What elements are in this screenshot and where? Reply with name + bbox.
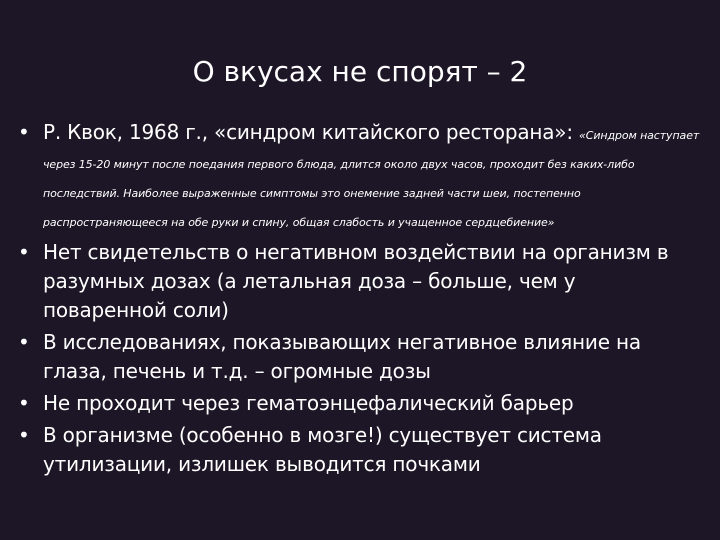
bullet-list [18, 118, 700, 482]
bullet-dot: • [18, 240, 30, 264]
bullet-dot: • [18, 423, 30, 447]
bullet-item-utilization [18, 421, 700, 479]
bullet-item-no-evidence [18, 238, 700, 325]
bullet-dot: • [18, 120, 30, 144]
bullet-text: Р. Квок, 1968 г., «синдром китайского ресторана»: [43, 120, 580, 144]
bullet-text: Не проходит через гематоэнцефалический барьер [43, 391, 574, 415]
bullet-text: В исследованиях, показывающих негативное влияние на глаза, печень и т.д. – огромные дозы [43, 330, 641, 383]
bullet-text: В организме (особенно в мозге!) существует система утилизации, излишек выводится почками [43, 423, 602, 476]
bullet-dot: • [18, 391, 30, 415]
bullet-dot: • [18, 330, 30, 354]
bullet-item-barrier [18, 389, 700, 418]
slide-title: О вкусах не спорят – 2 [192, 55, 528, 88]
bullet-item-studies [18, 328, 700, 386]
bullet-text: Нет свидетельств о негативном воздействии на организм в разумных дозах (а летальная доза – больше, чем у поваренной соли) [43, 240, 669, 322]
bullet-item-kwok [18, 118, 700, 234]
bullet-note: «Синдром наступает через 15-20 минут после поедания первого блюда, длится около двух часов, проходит без каких-либо последствий. Наиболее выраженные симптомы это онемение задней части шеи, постепенно распространяющееся на обе руки и спину, общая слабость и учащенное сердцебиение» [43, 129, 700, 229]
